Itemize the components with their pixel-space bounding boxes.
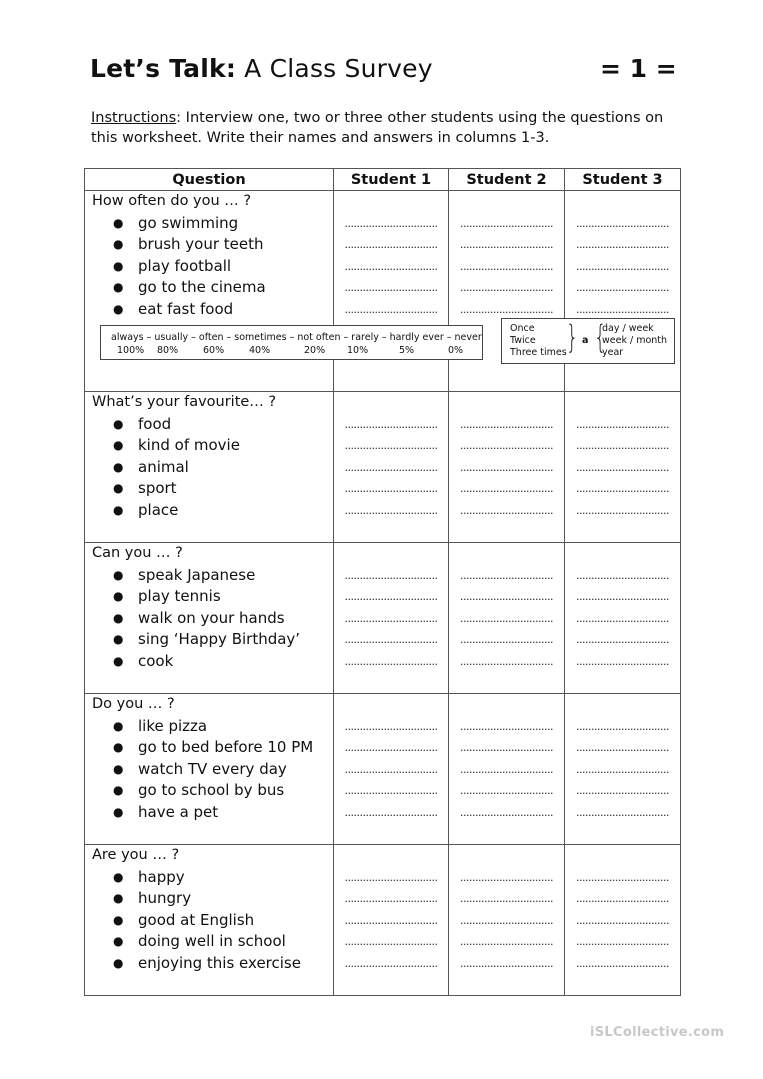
answer-blank[interactable]: ............................... — [460, 956, 553, 970]
question-item-text: like pizza — [138, 716, 208, 735]
question-item-text: walk on your hands — [138, 608, 285, 627]
answer-blank[interactable]: ............................... — [576, 482, 669, 495]
answer-blank[interactable]: ............................... — [460, 590, 553, 603]
student-3-answer-cell — [565, 845, 681, 996]
student-1-answer-cell — [334, 191, 449, 392]
answer-blank[interactable]: ............................... — [460, 439, 553, 452]
answer-blank[interactable]: ............................... — [344, 281, 438, 294]
answer-blank[interactable]: ............................... — [460, 503, 553, 517]
answer-blank[interactable]: ............................... — [460, 568, 553, 582]
student-1-answer-cell — [334, 845, 449, 996]
question-item — [85, 910, 333, 932]
question-heading: Are you … ? — [92, 847, 180, 863]
frequency-scale-box — [100, 325, 483, 360]
answer-blank[interactable]: ............................... — [344, 762, 438, 776]
answer-blank[interactable]: ............................... — [576, 805, 669, 819]
question-item — [85, 586, 333, 608]
worksheet-title: Let’s Talk: A Class Survey — [90, 54, 433, 83]
bullet-icon: ● — [113, 912, 124, 927]
answer-blank[interactable]: ............................... — [344, 460, 438, 474]
answer-blank[interactable]: ............................... — [460, 784, 553, 797]
answer-blank[interactable]: ............................... — [344, 259, 438, 273]
answer-blank[interactable]: ............................... — [460, 805, 553, 819]
question-item-text: good at English — [138, 910, 255, 929]
answer-blank[interactable]: ............................... — [344, 611, 438, 625]
answer-blank[interactable]: ............................... — [576, 281, 669, 294]
student-2-answer-cell — [449, 392, 565, 543]
answer-blank[interactable]: ............................... — [344, 956, 438, 970]
answer-blank[interactable]: ............................... — [576, 302, 669, 316]
question-item-text: go to school by bus — [138, 781, 285, 799]
frequency-percent: 20% — [304, 345, 326, 356]
answer-blank[interactable]: ............................... — [576, 719, 669, 733]
answer-blank[interactable]: ............................... — [576, 568, 669, 582]
answer-blank[interactable]: ............................... — [576, 741, 669, 754]
watermark-logo: iSLCollective.com — [590, 1025, 725, 1040]
question-item — [85, 737, 333, 759]
survey-section-row — [85, 845, 681, 996]
bullet-icon: ● — [113, 934, 124, 948]
left-brace-icon: { — [594, 318, 607, 356]
question-cell — [85, 694, 334, 845]
question-item — [85, 953, 333, 975]
right-brace-icon: } — [566, 318, 579, 356]
question-item — [85, 213, 333, 235]
instructions — [91, 108, 681, 148]
answer-blank[interactable]: ............................... — [344, 302, 438, 316]
survey-section-row — [85, 392, 681, 543]
answer-blank[interactable]: ............................... — [576, 216, 669, 230]
question-item-text: go swimming — [138, 213, 239, 232]
question-item — [85, 651, 333, 673]
bullet-icon: ● — [113, 502, 124, 517]
answer-blank[interactable]: ............................... — [576, 611, 669, 625]
frequency-percent: 80% — [157, 345, 179, 356]
answer-blank[interactable]: ............................... — [344, 892, 438, 905]
answer-blank[interactable]: ............................... — [344, 503, 438, 517]
answer-blank[interactable]: ............................... — [460, 302, 553, 316]
question-item — [85, 888, 333, 910]
answer-blank[interactable]: ............................... — [460, 892, 553, 905]
answer-blank[interactable]: ............................... — [576, 590, 669, 603]
answer-blank[interactable]: ............................... — [344, 568, 438, 582]
question-cell — [85, 845, 334, 996]
column-header-student-2: Student 2 — [449, 169, 565, 191]
frequency-percent: 5% — [399, 345, 415, 356]
bullet-icon: ● — [113, 891, 124, 905]
period-label: year — [602, 347, 624, 358]
question-item — [85, 565, 333, 587]
answer-blank[interactable]: ............................... — [344, 482, 438, 495]
bullet-icon: ● — [113, 740, 124, 754]
student-2-answer-cell — [449, 845, 565, 996]
times-connector: a — [582, 335, 589, 346]
times-label: Once — [510, 323, 535, 334]
survey-section-row — [85, 543, 681, 694]
answer-blank[interactable]: ............................... — [344, 935, 438, 948]
question-item-text: hungry — [138, 889, 192, 907]
question-item-text: animal — [138, 457, 189, 476]
survey-table — [84, 168, 681, 996]
question-item — [85, 414, 333, 436]
answer-blank[interactable]: ............................... — [460, 762, 553, 776]
bullet-icon: ● — [113, 459, 124, 474]
answer-blank[interactable]: ............................... — [460, 935, 553, 948]
period-label: week / month — [602, 335, 668, 346]
student-2-answer-cell — [449, 694, 565, 845]
bullet-icon: ● — [113, 215, 124, 230]
bullet-icon: ● — [113, 438, 124, 452]
instructions-label: Instructions — [91, 110, 177, 126]
bullet-icon: ● — [113, 653, 124, 668]
question-heading: Do you … ? — [92, 696, 175, 712]
answer-blank[interactable]: ............................... — [576, 913, 669, 927]
question-cell — [85, 191, 334, 392]
frequency-percent: 40% — [249, 345, 271, 356]
bullet-icon: ● — [113, 301, 124, 316]
answer-blank[interactable]: ............................... — [460, 482, 553, 495]
answer-blank[interactable]: ............................... — [344, 741, 438, 754]
answer-blank[interactable]: ............................... — [460, 460, 553, 474]
question-item — [85, 277, 333, 299]
times-label: Twice — [510, 335, 536, 346]
student-1-answer-cell — [334, 392, 449, 543]
answer-blank[interactable]: ............................... — [344, 654, 438, 668]
instructions-text: : Interview one, two or three other students using the questions on this worksheet. Write their names and answers in columns 1-3. — [91, 110, 664, 146]
answer-blank[interactable]: ............................... — [576, 633, 669, 646]
student-1-answer-cell — [334, 543, 449, 694]
answer-blank[interactable]: ............................... — [576, 784, 669, 797]
question-item-text: go to the cinema — [138, 278, 266, 296]
question-item — [85, 500, 333, 522]
answer-blank[interactable]: ............................... — [576, 935, 669, 948]
column-header-student-3: Student 3 — [565, 169, 681, 191]
answer-blank[interactable]: ............................... — [576, 654, 669, 668]
answer-blank[interactable]: ............................... — [344, 784, 438, 797]
answer-blank[interactable]: ............................... — [576, 762, 669, 776]
question-item — [85, 256, 333, 278]
answer-blank[interactable]: ............................... — [460, 741, 553, 754]
answer-blank[interactable]: ............................... — [460, 259, 553, 273]
bullet-icon: ● — [113, 237, 124, 251]
survey-section-row — [85, 694, 681, 845]
answer-blank[interactable]: ............................... — [576, 439, 669, 452]
bullet-icon: ● — [113, 955, 124, 970]
answer-blank[interactable]: ............................... — [576, 870, 669, 884]
bullet-icon: ● — [113, 258, 124, 273]
answer-blank[interactable]: ............................... — [460, 281, 553, 294]
student-3-answer-cell — [565, 543, 681, 694]
answer-blank[interactable]: ............................... — [460, 633, 553, 646]
question-item — [85, 716, 333, 738]
student-3-answer-cell — [565, 694, 681, 845]
question-item — [85, 234, 333, 256]
times-per-period-box — [501, 318, 675, 364]
answer-blank[interactable]: ............................... — [576, 460, 669, 474]
question-item-text: eat fast food — [138, 299, 234, 318]
question-item-text: play tennis — [138, 587, 221, 605]
question-item-text: cook — [138, 651, 174, 670]
question-item-text: place — [138, 500, 179, 519]
frequency-percent: 0% — [448, 345, 464, 356]
question-item — [85, 629, 333, 651]
question-item — [85, 802, 333, 824]
question-item-text: enjoying this exercise — [138, 953, 301, 972]
answer-blank[interactable]: ............................... — [344, 590, 438, 603]
bullet-icon: ● — [113, 804, 124, 819]
student-1-answer-cell — [334, 694, 449, 845]
frequency-percent: 10% — [347, 345, 369, 356]
frequency-percent: 100% — [117, 345, 145, 356]
answer-blank[interactable]: ............................... — [460, 611, 553, 625]
question-item — [85, 478, 333, 500]
answer-blank[interactable]: ............................... — [576, 892, 669, 905]
answer-blank[interactable]: ............................... — [344, 216, 438, 230]
question-item — [85, 759, 333, 781]
bullet-icon: ● — [113, 280, 124, 294]
answer-blank[interactable]: ............................... — [344, 238, 438, 251]
question-item-text: doing well in school — [138, 932, 286, 950]
bullet-icon: ● — [113, 783, 124, 797]
answer-blank[interactable]: ............................... — [576, 238, 669, 251]
answer-blank[interactable]: ............................... — [460, 654, 553, 668]
question-item — [85, 931, 333, 953]
table-header-row — [85, 169, 681, 191]
page-number: = 1 = — [600, 54, 677, 83]
column-header-student-1: Student 1 — [334, 169, 449, 191]
student-3-answer-cell — [565, 392, 681, 543]
bullet-icon: ● — [113, 632, 124, 646]
frequency-percent: 60% — [203, 345, 225, 356]
times-label: Three times — [510, 347, 567, 358]
question-heading: Can you … ? — [92, 545, 183, 561]
frequency-words: always – usually – often – sometimes – not often – rarely – hardly ever – never — [111, 332, 482, 343]
question-item — [85, 299, 333, 321]
answer-blank[interactable]: ............................... — [460, 216, 553, 230]
question-item-text: food — [138, 414, 172, 433]
bullet-icon: ● — [113, 718, 124, 733]
question-item-text: speak Japanese — [138, 565, 256, 584]
answer-blank[interactable]: ............................... — [460, 417, 553, 431]
answer-blank[interactable]: ............................... — [460, 719, 553, 733]
question-heading: What’s your favourite… ? — [92, 394, 277, 410]
bullet-icon: ● — [113, 869, 124, 884]
question-item — [85, 780, 333, 802]
column-header-question: Question — [85, 169, 334, 191]
answer-blank[interactable]: ............................... — [344, 633, 438, 646]
period-label: day / week — [602, 323, 654, 334]
question-cell — [85, 392, 334, 543]
question-cell — [85, 543, 334, 694]
answer-blank[interactable]: ............................... — [344, 439, 438, 452]
question-item-text: kind of movie — [138, 436, 240, 454]
question-item-text: brush your teeth — [138, 235, 264, 253]
question-item-text: go to bed before 10 PM — [138, 738, 314, 756]
answer-blank[interactable]: ............................... — [460, 870, 553, 884]
answer-blank[interactable]: ............................... — [576, 503, 669, 517]
bullet-icon: ● — [113, 589, 124, 603]
question-item-text: watch TV every day — [138, 759, 287, 778]
question-item-text: sing ‘Happy Birthday’ — [138, 630, 301, 648]
question-item-text: sport — [138, 479, 177, 497]
student-2-answer-cell — [449, 543, 565, 694]
answer-blank[interactable]: ............................... — [344, 417, 438, 431]
answer-blank[interactable]: ............................... — [460, 238, 553, 251]
question-heading: How often do you … ? — [92, 193, 252, 209]
answer-blank[interactable]: ............................... — [576, 259, 669, 273]
answer-blank[interactable]: ............................... — [460, 913, 553, 927]
answer-blank[interactable]: ............................... — [576, 417, 669, 431]
question-item — [85, 457, 333, 479]
bullet-icon: ● — [113, 567, 124, 582]
bullet-icon: ● — [113, 610, 124, 625]
answer-blank[interactable]: ............................... — [344, 913, 438, 927]
answer-blank[interactable]: ............................... — [576, 956, 669, 970]
question-item-text: have a pet — [138, 802, 219, 821]
bullet-icon: ● — [113, 481, 124, 495]
answer-blank[interactable]: ............................... — [344, 805, 438, 819]
question-item — [85, 608, 333, 630]
bullet-icon: ● — [113, 416, 124, 431]
question-item-text: play football — [138, 256, 232, 275]
question-item — [85, 867, 333, 889]
question-item — [85, 435, 333, 457]
bullet-icon: ● — [113, 761, 124, 776]
answer-blank[interactable]: ............................... — [344, 719, 438, 733]
question-item-text: happy — [138, 867, 185, 886]
answer-blank[interactable]: ............................... — [344, 870, 438, 884]
